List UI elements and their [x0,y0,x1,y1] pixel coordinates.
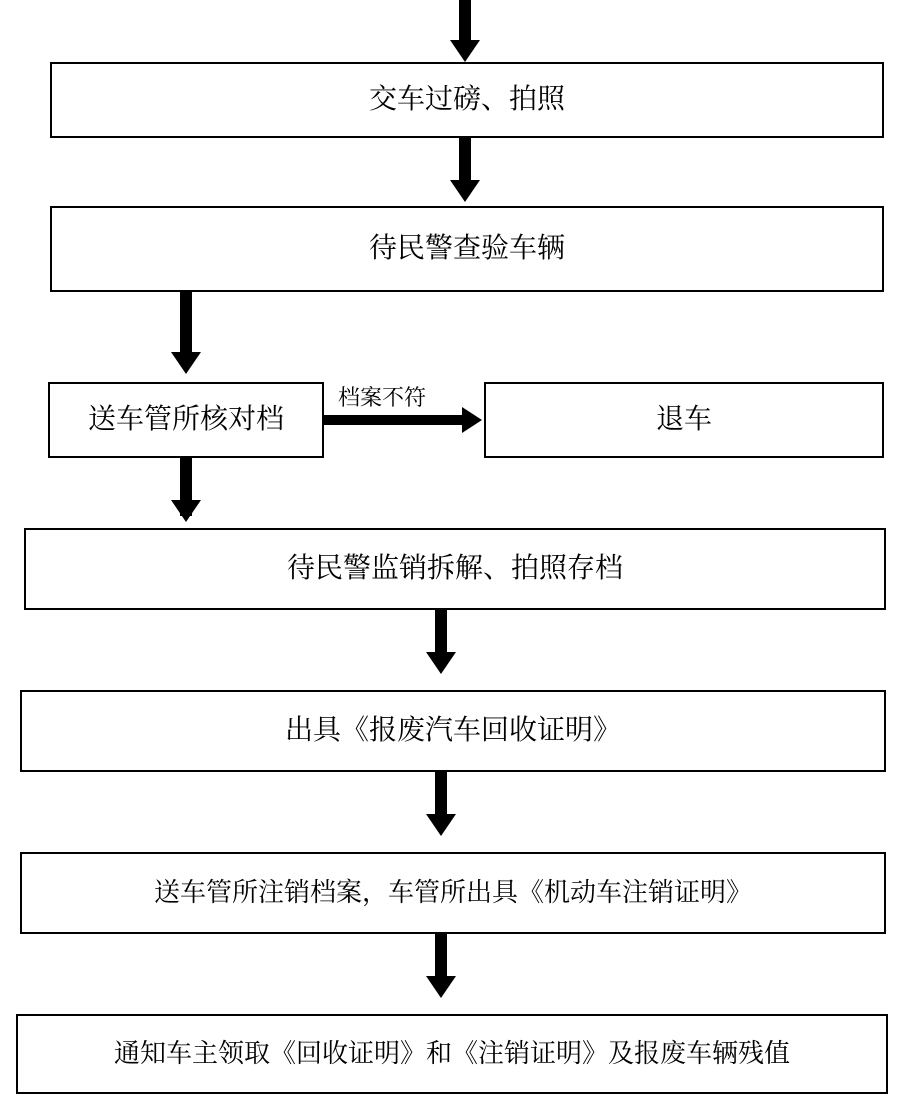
process-node-2[interactable] [50,206,884,292]
edge-arrowhead-n3-to-n4 [462,407,482,433]
edge-arrowhead-n6-to-n7 [426,814,456,836]
process-node-1[interactable] [50,62,884,138]
process-node-3[interactable] [48,382,324,458]
edge-shaft-n7-to-n8 [435,934,447,976]
process-node-7[interactable] [20,852,886,934]
node-5-label: 待民警监销拆解、拍照存档 [286,553,623,585]
edge-arrowhead-n2-to-n3 [171,352,201,374]
edge-arrowhead-n3-to-n5 [171,500,201,522]
process-node-8[interactable] [16,1014,888,1094]
node-1-label: 交车过磅、拍照 [368,84,565,116]
edge-arrowhead-n5-to-n6 [426,652,456,674]
process-node-6[interactable] [20,690,886,772]
edge-shaft-n1-to-n2 [459,138,471,180]
node-2-label: 待民警查验车辆 [368,233,565,265]
process-node-5[interactable] [24,528,886,610]
node-6-label: 出具《报废汽车回收证明》 [284,715,621,747]
process-node-4[interactable] [484,382,884,458]
edge-shaft-top-to-n1 [459,0,471,40]
edge-shaft-n3-to-n4 [324,415,464,425]
edge-arrowhead-n1-to-n2 [450,180,480,202]
edge-shaft-n5-to-n6 [435,610,447,652]
edge-arrowhead-n7-to-n8 [426,976,456,998]
node-3-label: 送车管所核对档 [87,404,284,436]
node-4-label: 退车 [655,404,712,436]
edge-shaft-n2-to-n3 [180,292,192,352]
edge-label-archive-mismatch: 档案不符 [338,385,427,410]
edge-shaft-n6-to-n7 [435,772,447,814]
node-8-label: 通知车主领取《回收证明》和《注销证明》及报废车辆残值 [113,1039,790,1069]
node-7-label: 送车管所注销档案，车管所出具《机动车注销证明》 [153,878,752,908]
edge-arrowhead-top-to-n1 [450,40,480,62]
